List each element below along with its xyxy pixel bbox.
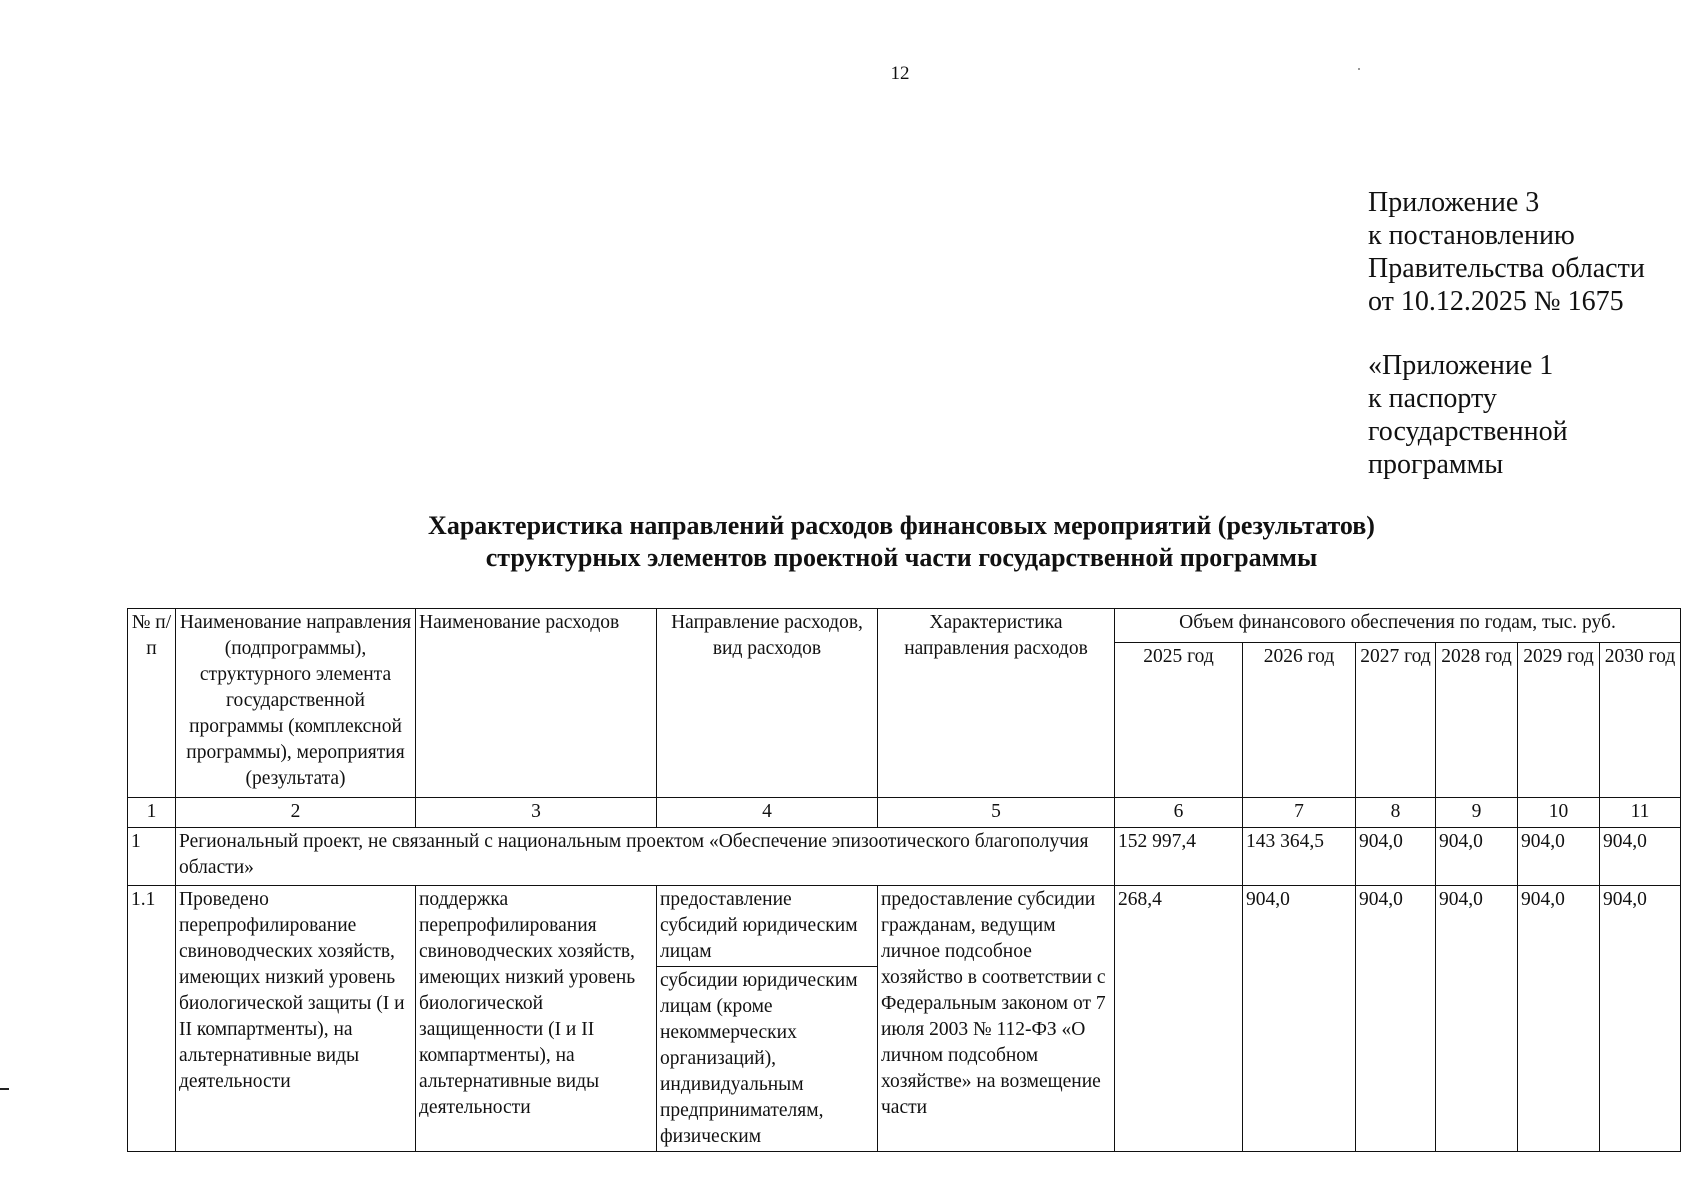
row-value: 904,0 [1518, 886, 1600, 1152]
row-value: 904,0 [1356, 886, 1436, 1152]
row-value: 904,0 [1436, 886, 1518, 1152]
table-row [128, 828, 1681, 886]
row-value: 143 364,5 [1243, 828, 1356, 886]
appendix-line: «Приложение 1 [1368, 350, 1554, 381]
row-value: 904,0 [1356, 828, 1436, 886]
header-expense-name: Наименование расходов [416, 609, 657, 798]
header-year: 2029 год [1518, 643, 1600, 798]
appendix-gap [1368, 318, 1645, 349]
header-expense-direction: Направление расходов, вид расходов [657, 609, 878, 798]
row-expense-name: поддержка перепрофилирования свиноводческих хозяйств, имеющих низкий уровень биологической защищенности (I и II компартменты), на альтернативные виды деятельности [416, 886, 657, 1152]
appendix-line: к паспорту [1368, 383, 1497, 414]
row-direction: Проведено перепрофилирование свиноводческих хозяйств, имеющих низкий уровень биологической защиты (I и II компартменты), на альтернативные виды деятельности [176, 886, 416, 1152]
appendix-line: государственной [1368, 416, 1568, 447]
row-expense-type: субсидии юридическим лицам (кроме некоммерческих организаций), индивидуальным предпринимателям, физическим [657, 967, 878, 1152]
column-number: 1 [128, 798, 176, 828]
column-number: 5 [878, 798, 1115, 828]
row-num: 1.1 [128, 886, 176, 1152]
row-value: 904,0 [1436, 828, 1518, 886]
scan-artifact [0, 1088, 9, 1090]
page-number: 12 [890, 63, 910, 84]
header-num: № п/п [128, 609, 176, 798]
title-line: структурных элементов проектной части государственной программы [485, 543, 1318, 572]
column-number: 10 [1518, 798, 1600, 828]
column-number: 9 [1436, 798, 1518, 828]
row-value: 268,4 [1115, 886, 1243, 1152]
header-funding: Объем финансового обеспечения по годам, тыс. руб. [1115, 609, 1681, 643]
header-characteristic: Характеристика направления расходов [878, 609, 1115, 798]
appendix-line: Приложение 3 [1368, 187, 1540, 218]
row-num: 1 [128, 828, 176, 886]
column-number: 2 [176, 798, 416, 828]
title-line: Характеристика направлений расходов финансовых мероприятий (результатов) [428, 511, 1375, 540]
row-value: 904,0 [1600, 886, 1681, 1152]
header-year: 2030 год [1600, 643, 1681, 798]
appendix-block [1368, 186, 1645, 481]
row-project-name: Региональный проект, не связанный с национальным проектом «Обеспечение эпизоотического благополучия области» [176, 828, 1115, 886]
header-year: 2028 год [1436, 643, 1518, 798]
scan-artifact [1358, 68, 1360, 70]
row-expense-direction: предоставление субсидий юридическим лицам [657, 886, 878, 967]
header-direction: Наименование направления (подпрограммы), структурного элемента государственной программы (комплексной программы), мероприятия (результата) [176, 609, 416, 798]
column-number: 8 [1356, 798, 1436, 828]
column-number: 6 [1115, 798, 1243, 828]
column-number: 7 [1243, 798, 1356, 828]
column-number: 3 [416, 798, 657, 828]
appendix-line: программы [1368, 449, 1504, 480]
appendix-line: Правительства области [1368, 253, 1645, 284]
document-title [120, 510, 1683, 574]
row-value: 152 997,4 [1115, 828, 1243, 886]
row-characteristic: предоставление субсидии гражданам, ведущим личное подсобное хозяйство в соответствии с Федеральным законом от 7 июля 2003 № 112-ФЗ «О личном подсобном хозяйстве» на возмещение части [878, 886, 1115, 1152]
row-value: 904,0 [1518, 828, 1600, 886]
column-number: 11 [1600, 798, 1681, 828]
appendix-line: к постановлению [1368, 220, 1575, 251]
row-value: 904,0 [1600, 828, 1681, 886]
row-value: 904,0 [1243, 886, 1356, 1152]
header-year: 2027 год [1356, 643, 1436, 798]
financial-table [127, 608, 1681, 1152]
header-year: 2026 год [1243, 643, 1356, 798]
header-year: 2025 год [1115, 643, 1243, 798]
column-number-row [128, 798, 1681, 828]
appendix-line: от 10.12.2025 № 1675 [1368, 286, 1624, 317]
column-number: 4 [657, 798, 878, 828]
table-row [128, 886, 1681, 967]
